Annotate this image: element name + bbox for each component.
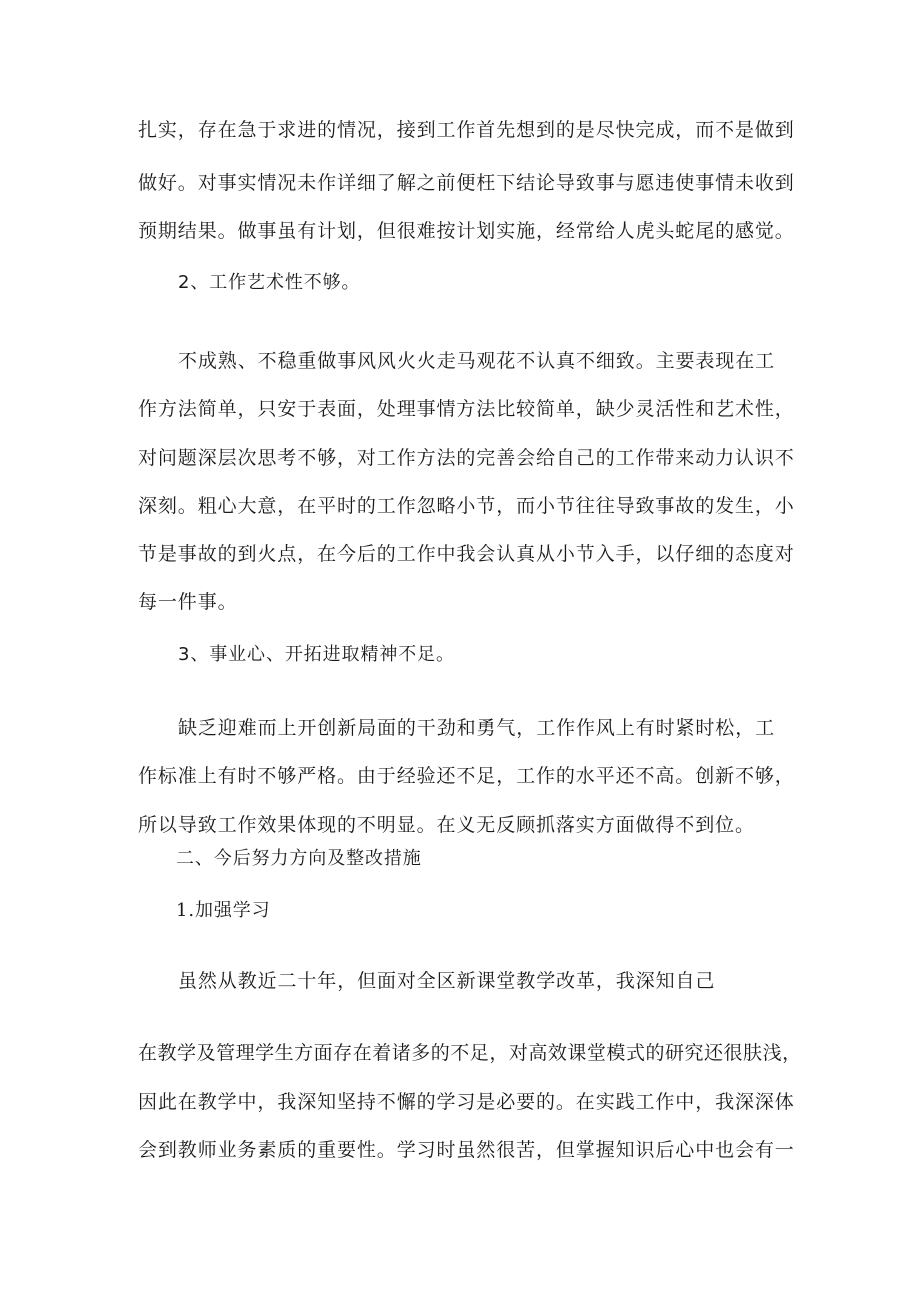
paragraph-line: 每一件事。	[138, 591, 238, 613]
paragraph-line: 对问题深层次思考不够，对工作方法的完善会给自己的工作带来动力认识不	[138, 447, 795, 469]
paragraph-line: 缺乏迎难而上开创新局面的干劲和勇气，工作作风上有时紧时松，工	[178, 717, 776, 739]
paragraph-line: 因此在教学中，我深知坚持不懈的学习是必要的。在实践工作中，我深深体	[138, 1091, 795, 1113]
paragraph-line: 所以导致工作效果体现的不明显。在义无反顾抓落实方面做得不到位。	[138, 814, 755, 836]
paragraph-line: 在教学及管理学生方面存在着诸多的不足，对高效课堂模式的研究还很肤浅，	[138, 1042, 802, 1064]
paragraph-line: 节是事故的到火点，在今后的工作中我会认真从小节入手，以仔细的态度对	[138, 543, 795, 565]
paragraph-line: 深刻。粗心大意，在平时的工作忽略小节，而小节往往导致事故的发生，小	[138, 495, 795, 517]
paragraph-line: 会到教师业务素质的重要性。学习时虽然很苦，但掌握知识后心中也会有一	[138, 1139, 795, 1161]
paragraph-line: 虽然从教近二十年，但面对全区新课堂教学改革，我深知自己	[178, 970, 716, 992]
section-heading-3: 3、事业心、开拓进取精神不足。	[178, 644, 455, 665]
paragraph-line: 预期结果。做事虽有计划，但很难按计划实施，经常给人虎头蛇尾的感觉。	[138, 220, 795, 242]
paragraph-line: 作标准上有时不够严格。由于经验还不足，工作的水平还不高。创新不够，	[138, 765, 795, 787]
subsection-heading-1: 1.加强学习	[176, 900, 271, 921]
paragraph-line: 作方法简单，只安于表面，处理事情方法比较简单，缺少灵活性和艺术性，	[138, 398, 795, 420]
paragraph-line: 不成熟、不稳重做事风风火火走马观花不认真不细致。主要表现在工	[178, 350, 776, 372]
section-heading-ii: 二、今后努力方向及整改措施	[176, 848, 422, 869]
paragraph-line: 做好。对事实情况未作详细了解之前便枉下结论导致事与愿违使事情未收到	[138, 172, 795, 194]
paragraph-line: 扎实，存在急于求进的情况，接到工作首先想到的是尽快完成，而不是做到	[138, 119, 795, 141]
section-heading-2: 2、工作艺术性不够。	[178, 272, 361, 293]
